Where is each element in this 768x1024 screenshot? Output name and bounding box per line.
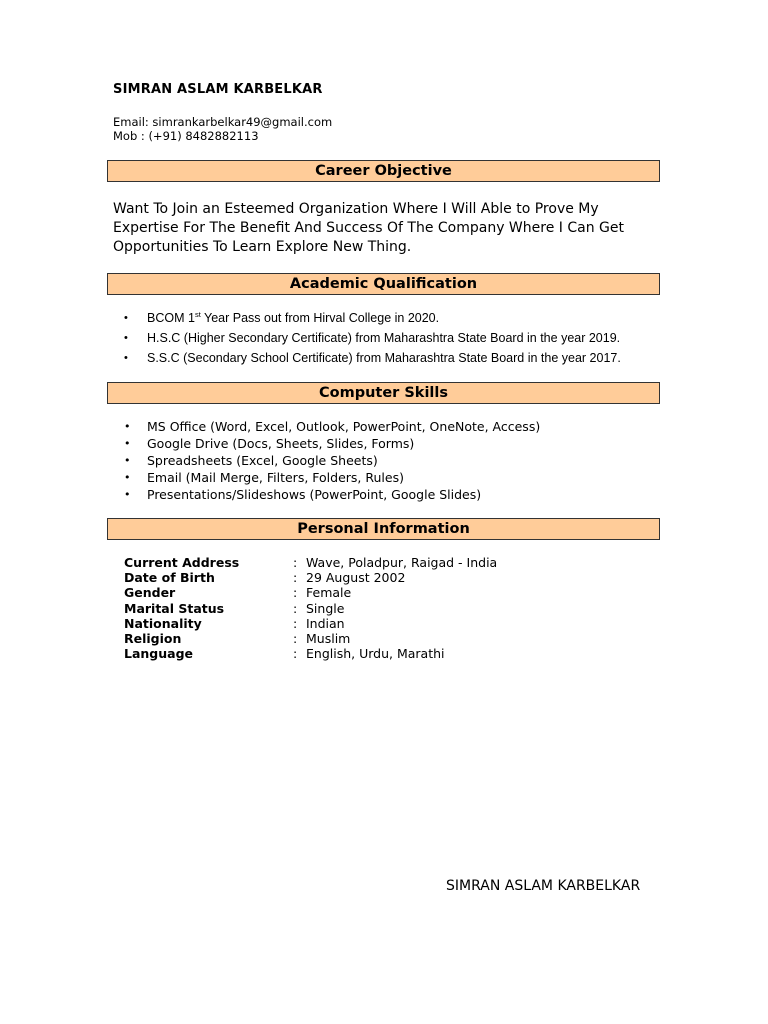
field-label: Language xyxy=(124,646,194,662)
skills-list xyxy=(124,418,540,503)
field-value: English, Urdu, Marathi xyxy=(306,646,445,662)
bullet-icon: • xyxy=(124,437,131,450)
field-separator: : xyxy=(293,585,298,601)
bullet-icon: • xyxy=(124,454,131,467)
field-value: Indian xyxy=(306,615,345,631)
objective-text: Want To Join an Esteemed Organization Where I Will Able to Prove My Expertise For The Benefit And Success Of The Company Where I Can Get Opportunities To Learn Explore New Thing. xyxy=(113,201,624,255)
email-line: Email: simrankarbelkar49@gmail.com xyxy=(113,115,333,129)
field-separator: : xyxy=(293,615,298,631)
field-value: Muslim xyxy=(306,630,351,646)
bullet-icon: • xyxy=(124,488,131,501)
field-separator: : xyxy=(293,555,298,570)
field-separator: : xyxy=(293,600,298,616)
field-value: Female xyxy=(306,585,352,601)
section-personal-information: Personal Information xyxy=(107,518,660,540)
bullet-icon: • xyxy=(124,420,131,433)
mobile-line: Mob : (+91) 8482882113 xyxy=(113,129,259,143)
field-label: Nationality xyxy=(124,615,202,631)
candidate-name: SIMRAN ASLAM KARBELKAR xyxy=(113,82,323,97)
list-item: • BCOM 1st Year Pass out from Hirval College in 2020. xyxy=(124,308,621,328)
list-item: • MS Office (Word, Excel, Outlook, PowerPoint, OneNote, Access) xyxy=(124,419,541,434)
contact-block xyxy=(113,115,332,143)
list-item: • Spreadsheets (Excel, Google Sheets) xyxy=(124,453,378,468)
section-academic-qualification: Academic Qualification xyxy=(107,273,660,295)
field-value: 29 August 2002 xyxy=(306,570,406,586)
field-separator: : xyxy=(293,630,298,646)
field-label: Religion xyxy=(124,630,182,646)
field-separator: : xyxy=(293,570,298,586)
list-item: • H.S.C (Higher Secondary Certificate) from Maharashtra State Board in the year 2019. xyxy=(124,328,621,348)
field-label: Current Address xyxy=(124,555,240,570)
bullet-icon: • xyxy=(124,352,128,364)
list-item: • Email (Mail Merge, Filters, Folders, Rules) xyxy=(124,470,404,485)
field-value: Wave, Poladpur, Raigad - India xyxy=(306,555,498,570)
section-career-objective: Career Objective xyxy=(107,160,660,182)
bullet-icon: • xyxy=(124,332,128,344)
bullet-icon: • xyxy=(124,312,128,324)
field-label: Marital Status xyxy=(124,600,225,616)
signature-name: SIMRAN ASLAM KARBELKAR xyxy=(446,878,641,894)
list-item: • Presentations/Slideshows (PowerPoint, Google Slides) xyxy=(124,487,482,502)
bullet-icon: • xyxy=(124,471,131,484)
field-label: Date of Birth xyxy=(124,570,215,586)
list-item: • Google Drive (Docs, Sheets, Slides, Forms) xyxy=(124,436,415,451)
field-label: Gender xyxy=(124,585,176,601)
academic-list xyxy=(124,308,621,368)
section-computer-skills: Computer Skills xyxy=(107,382,660,404)
list-item: • S.S.C (Secondary School Certificate) from Maharashtra State Board in the year 2017. xyxy=(124,348,621,368)
field-value: Single xyxy=(306,600,345,616)
field-separator: : xyxy=(293,646,298,662)
